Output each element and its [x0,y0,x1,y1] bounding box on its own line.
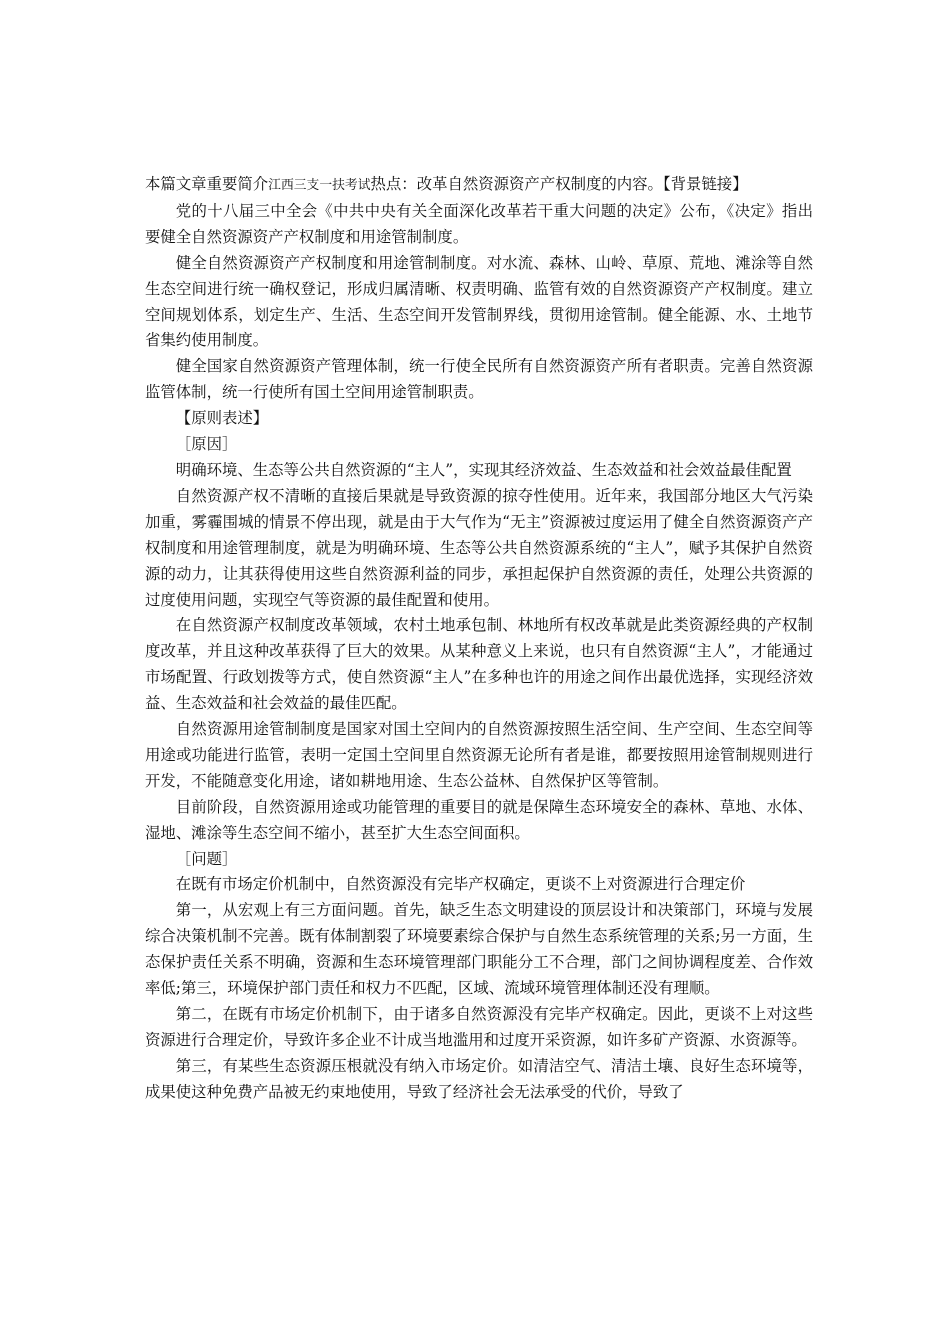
paragraph-second-point: 第二，在既有市场定价机制下，由于诸多自然资源没有完毕产权确定。因此，更谈不上对这些资源进行合理定价，导致许多企业不计成当地滥用和过度开采资源，如许多矿产资源、水资源等。 [145,1005,813,1049]
paragraph-current-stage: 目前阶段，自然资源用途或功能管理的重要目的就是保障生态环境安全的森林、草地、水体、湿地、滩涂等生态空间不缩小，甚至扩大生态空间面积。 [145,797,813,842]
intro-rest: 热点：改革自然资源资产产权制度的内容。【背景链接】 [370,175,748,193]
subheading-reason: ［原因］ [175,435,238,454]
document-body [145,172,813,1106]
paragraph-property-system: 健全自然资源资产产权制度和用途管制制度。对水流、森林、山岭、草原、荒地、滩涂等自然生态空间进行统一确权登记，形成归属清晰、权责明确、监管有效的自然资源资产产权制度。建立空间规划体系，划定生产、生活、生态空间开发管制界线，贯彻用途管制。健全能源、水、土地节省集约使用制度。 [145,253,813,350]
paragraph-problem-summary: 在既有市场定价机制中，自然资源没有完毕产权确定，更谈不上对资源进行合理定价 [175,875,746,894]
paragraph-use-control: 自然资源用途管制制度是国家对国土空间内的自然资源按照生活空间、生产空间、生态空间等用途或功能进行监管，表明一定国土空间里自然资源无论所有者是谁，都要按照用途管制规则进行开发，不能随意变化用途，诸如耕地用途、生态公益林、自然保护区等管制。 [145,720,813,790]
intro-lead: 本篇文章重要简介 [145,175,269,193]
paragraph-reason-summary: 明确环境、生态等公共自然资源的“主人”，实现其经济效益、生态效益和社会效益最佳配置 [175,460,792,479]
section-heading-principle: 【原则表述】 [175,409,269,428]
subheading-problem: ［问题］ [175,849,238,868]
intro-keyword: 江西三支一扶考试 [268,178,371,193]
intro-paragraph [145,172,813,199]
paragraph-first-point: 第一，从宏观上有三方面问题。首先，缺乏生态文明建设的顶层设计和决策部门，环境与发展综合决策机制不完善。既有体制割裂了环境要素综合保护与自然生态系统管理的关系;另一方面，生态保护责任关系不明确，资源和生态环境管理部门职能分工不合理，部门之间协调程度差、合作效率低;第三，环境保护部门责任和权力不匹配，区域、流域环境管理体制还没有理顺。 [145,901,813,998]
paragraph-decision: 党的十八届三中全会《中共中央有关全面深化改革若干重大问题的决定》公布，《决定》指出要健全自然资源资产产权制度和用途管制制度。 [145,201,813,246]
paragraph-reform-field: 在自然资源产权制度改革领域，农村土地承包制、林地所有权改革就是此类资源经典的产权制度改革，并且这种改革获得了巨大的效果。从某种意义上来说，也只有自然资源“主人”，才能通过市场配置、行政划拨等方式，使自然资源“主人”在多种也许的用途之间作出最优选择，实现经济效益、生态效益和社会效益的最佳匹配。 [145,616,813,713]
paragraph-management-system: 健全国家自然资源资产管理体制，统一行使全民所有自然资源资产所有者职责。完善自然资源监管体制，统一行使所有国土空间用途管制职责。 [145,357,813,402]
paragraph-third-point: 第三，有某些生态资源压根就没有纳入市场定价。如清洁空气、清洁土壤、良好生态环境等，成果使这种免费产品被无约束地使用，导致了经济社会无法承受的代价，导致了 [145,1056,813,1101]
paragraph-unclear-property: 自然资源产权不清晰的直接后果就是导致资源的掠夺性使用。近年来，我国部分地区大气污染加重，雾霾围城的情景不停出现，就是由于大气作为“无主”资源被过度运用了健全自然资源资产产权制度和用途管理制度，就是为明确环境、生态等公共自然资源系统的“主人”，赋予其保护自然资源的动力，让其获得使用这些自然资源利益的同步，承担起保护自然资源的责任，处理公共资源的过度使用问题，实现空气等资源的最佳配置和使用。 [145,486,813,609]
